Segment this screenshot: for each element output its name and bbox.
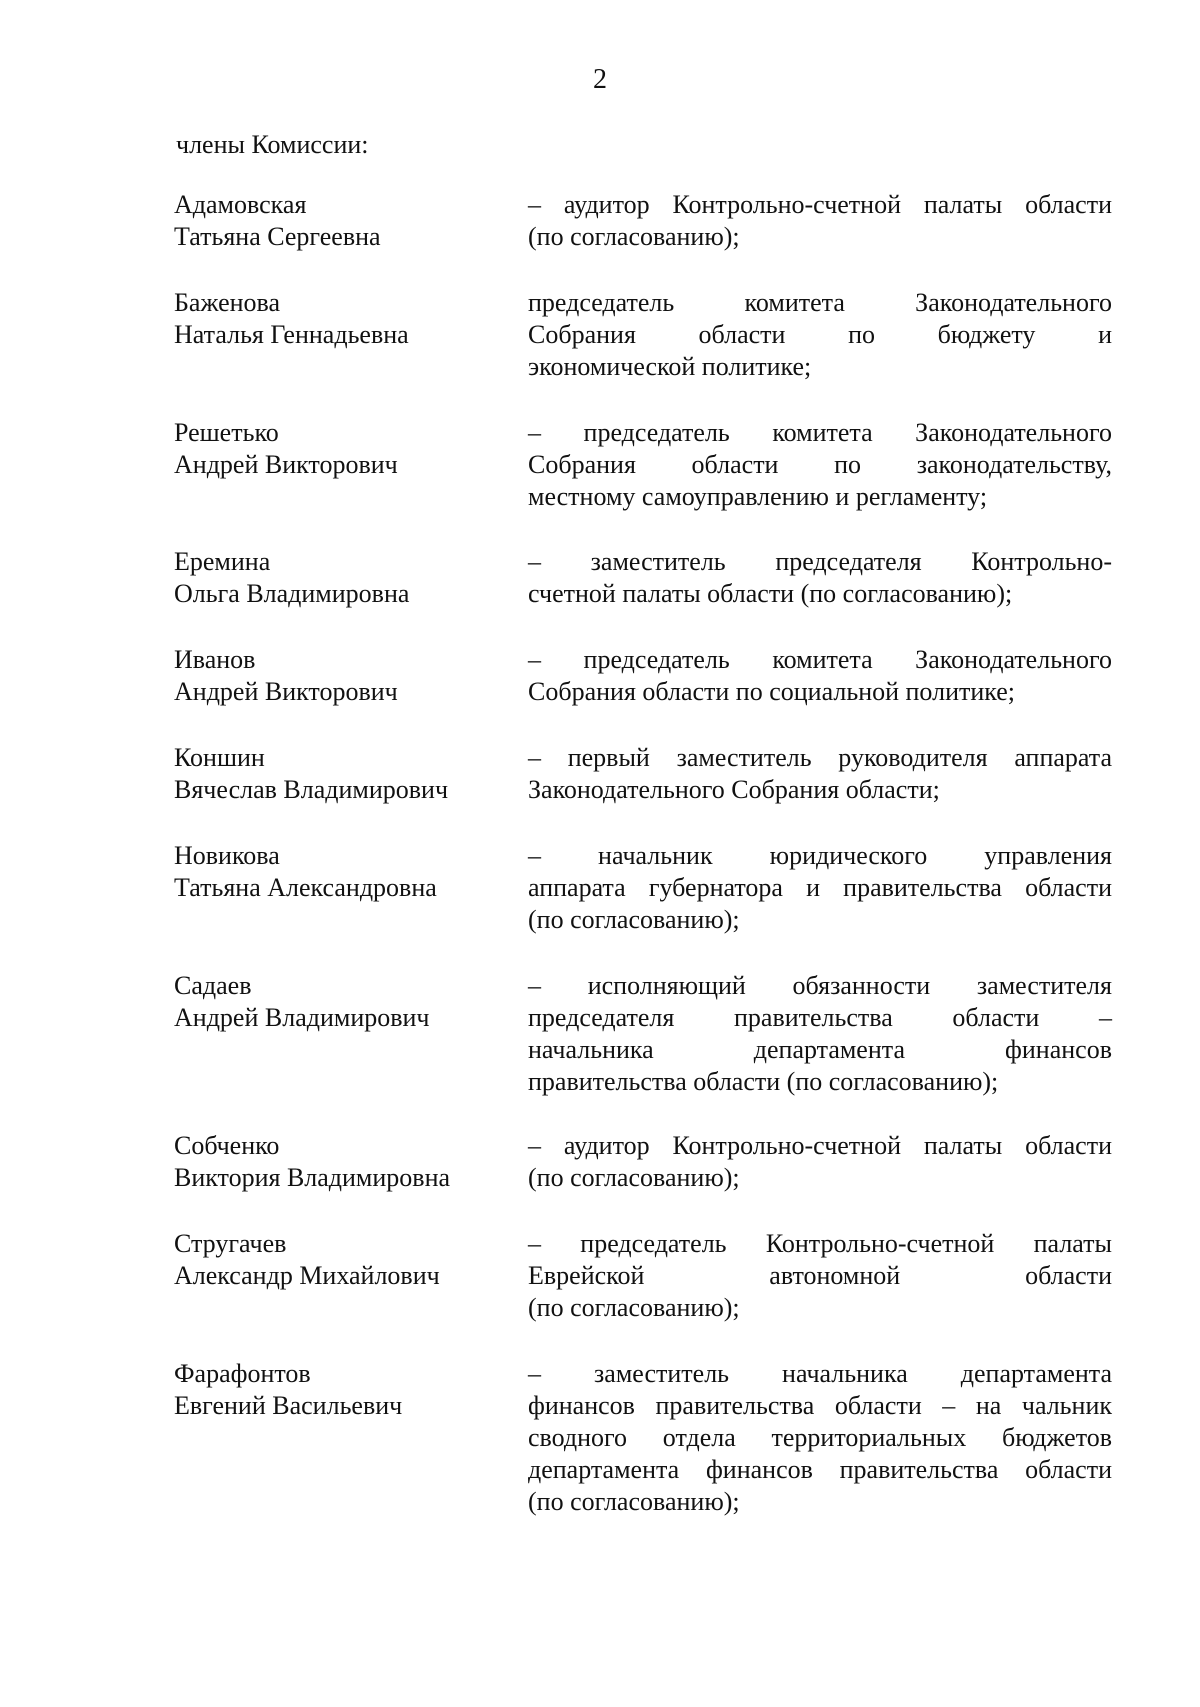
member-surname: Еремина <box>174 547 271 576</box>
member-role <box>528 417 1112 513</box>
member-name <box>174 1358 504 1422</box>
role-line: (по согласованию); <box>528 222 740 251</box>
role-line: (по согласованию); <box>528 905 740 934</box>
role-line: – первый заместитель руководителя аппарата <box>528 743 1112 772</box>
member-name <box>174 189 504 253</box>
member-role <box>528 742 1112 806</box>
role-line: сводного отдела территориальных бюджетов <box>528 1423 1112 1452</box>
member-surname: Садаев <box>174 971 252 1000</box>
member-surname: Собченко <box>174 1131 280 1160</box>
commission-members-heading: члены Комиссии: <box>176 130 369 159</box>
role-line: местному самоуправлению и регламенту; <box>528 482 988 511</box>
role-line: председателя правительства области – <box>528 1003 1112 1032</box>
member-name <box>174 1130 504 1194</box>
member-name <box>174 287 504 351</box>
role-line: – аудитор Контрольно-счетной палаты области <box>528 1131 1112 1160</box>
role-line: председатель комитета Законодательного <box>528 288 1112 317</box>
member-surname: Стругачев <box>174 1229 287 1258</box>
role-line: начальника департамента финансов <box>528 1035 1112 1064</box>
role-line: (по согласованию); <box>528 1163 740 1192</box>
role-line: – заместитель председателя Контрольно- <box>528 547 1112 576</box>
member-role <box>528 970 1112 1098</box>
member-given-names: Ольга Владимировна <box>174 579 410 608</box>
member-given-names: Татьяна Сергеевна <box>174 222 381 251</box>
member-name <box>174 644 504 708</box>
member-surname: Баженова <box>174 288 281 317</box>
role-line: (по согласованию); <box>528 1487 740 1516</box>
member-name <box>174 546 504 610</box>
member-given-names: Андрей Владимирович <box>174 1003 430 1032</box>
member-surname: Иванов <box>174 645 256 674</box>
member-given-names: Андрей Викторович <box>174 677 398 706</box>
member-name <box>174 1228 504 1292</box>
member-name <box>174 417 504 481</box>
member-given-names: Виктория Владимировна <box>174 1163 451 1192</box>
role-line: аппарата губернатора и правительства области <box>528 873 1112 902</box>
member-role <box>528 189 1112 253</box>
member-name <box>174 742 504 806</box>
page-number: 2 <box>593 64 607 95</box>
member-name <box>174 840 504 904</box>
member-role <box>528 840 1112 936</box>
member-given-names: Вячеслав Владимирович <box>174 775 449 804</box>
role-line: – председатель комитета Законодательного <box>528 645 1112 674</box>
member-given-names: Наталья Геннадьевна <box>174 320 409 349</box>
member-role <box>528 644 1112 708</box>
role-line: (по согласованию); <box>528 1293 740 1322</box>
role-line: правительства области (по согласованию); <box>528 1067 999 1096</box>
role-line: Собрания области по бюджету и <box>528 320 1112 349</box>
member-surname: Решетько <box>174 418 279 447</box>
member-role <box>528 287 1112 383</box>
member-surname: Фарафонтов <box>174 1359 311 1388</box>
member-role <box>528 1358 1112 1518</box>
role-line: – заместитель начальника департамента <box>528 1359 1112 1388</box>
role-line: Еврейской автономной области <box>528 1261 1112 1290</box>
member-given-names: Андрей Викторович <box>174 450 398 479</box>
member-given-names: Александр Михайлович <box>174 1261 440 1290</box>
member-given-names: Татьяна Александровна <box>174 873 437 902</box>
member-name <box>174 970 504 1034</box>
member-surname: Адамовская <box>174 190 307 219</box>
role-line: Собрания области по законодательству, <box>528 450 1112 479</box>
role-line: – председатель Контрольно-счетной палаты <box>528 1229 1112 1258</box>
role-line: департамента финансов правительства области <box>528 1455 1112 1484</box>
role-line: экономической политике; <box>528 352 812 381</box>
role-line: Законодательного Собрания области; <box>528 775 940 804</box>
member-role <box>528 1228 1112 1324</box>
role-line: Собрания области по социальной политике; <box>528 677 1016 706</box>
role-line: – исполняющий обязанности заместителя <box>528 971 1112 1000</box>
role-line: – начальник юридического управления <box>528 841 1112 870</box>
member-surname: Коншин <box>174 743 265 772</box>
member-given-names: Евгений Васильевич <box>174 1391 403 1420</box>
role-line: – председатель комитета Законодательного <box>528 418 1112 447</box>
role-line: счетной палаты области (по согласованию); <box>528 579 1013 608</box>
member-role <box>528 546 1112 610</box>
member-surname: Новикова <box>174 841 280 870</box>
member-role <box>528 1130 1112 1194</box>
role-line: – аудитор Контрольно-счетной палаты области <box>528 190 1112 219</box>
role-line: финансов правительства области – на чальник <box>528 1391 1112 1420</box>
